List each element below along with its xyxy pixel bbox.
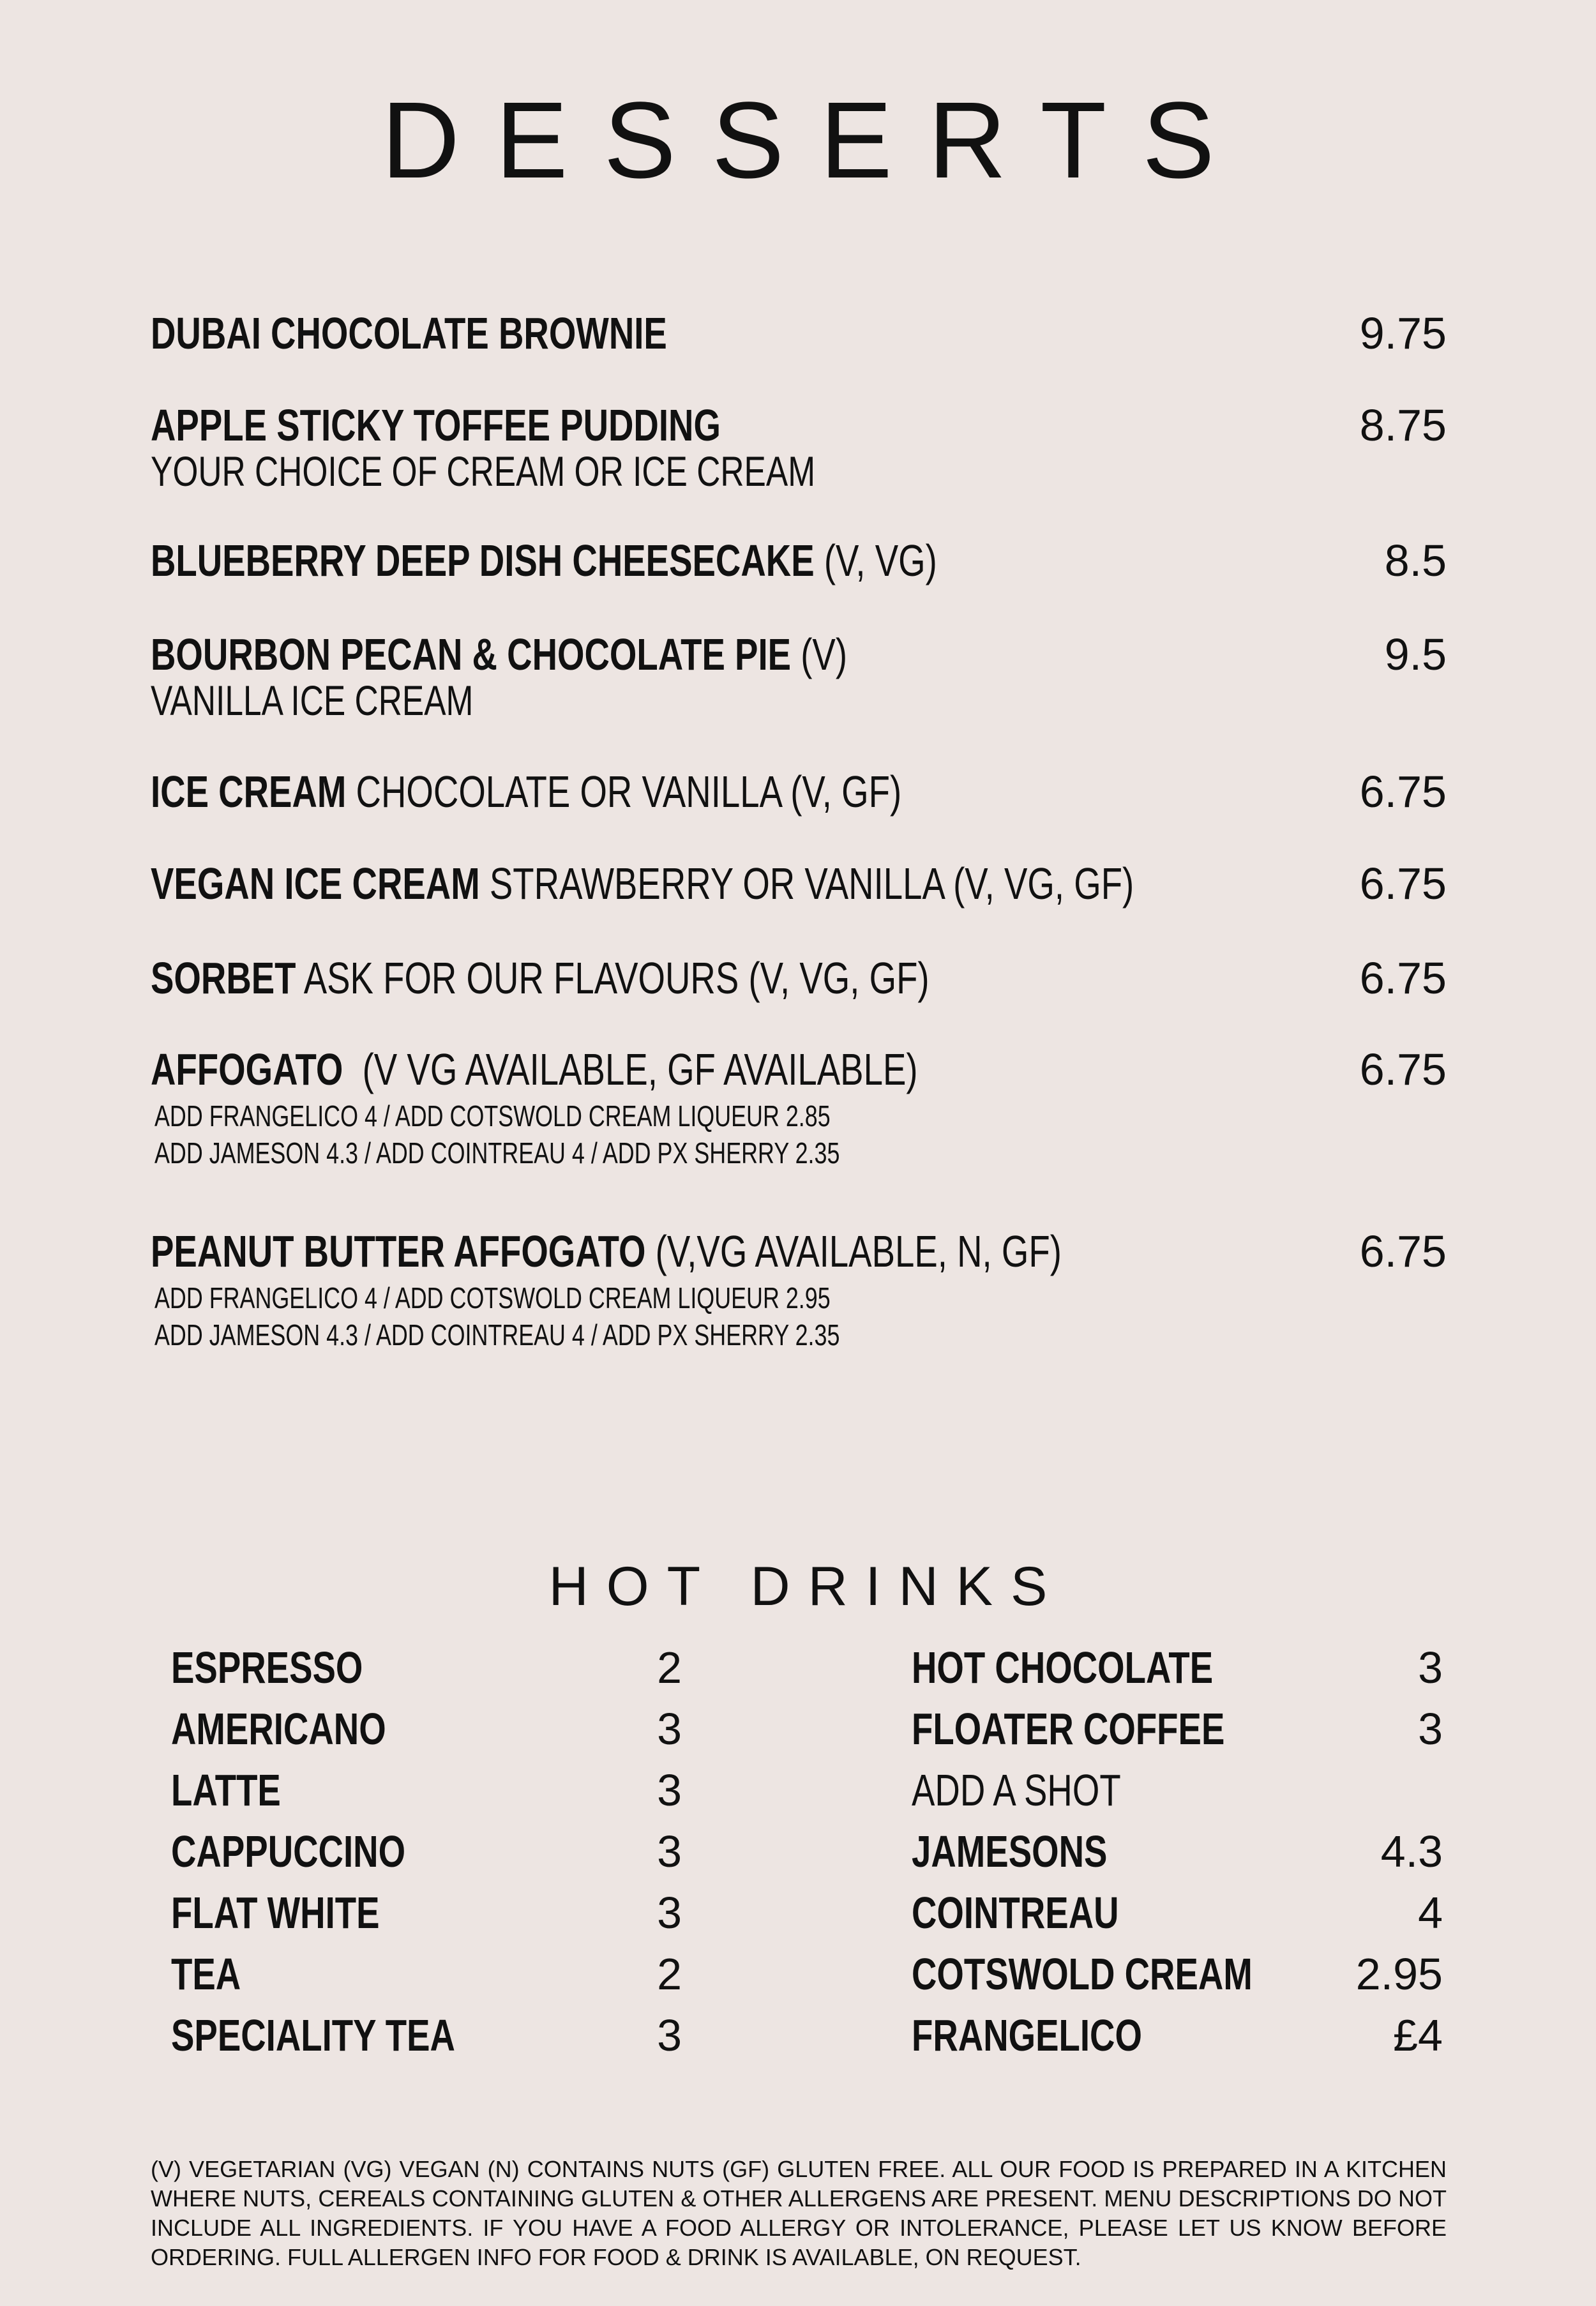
drink-row bbox=[171, 1947, 682, 2008]
drink-name: FLAT WHITE bbox=[171, 1888, 380, 1938]
drink-price: 3 bbox=[657, 1827, 682, 1876]
dessert-line bbox=[151, 398, 721, 452]
drink-price: 4.3 bbox=[1380, 1827, 1443, 1876]
drink-row bbox=[171, 1825, 682, 1886]
allergen-note: (V) VEGETARIAN (VG) VEGAN (N) CONTAINS NUTS (GF) GLUTEN FREE. ALL OUR FOOD IS PREPARED IN A KITCHEN WHERE NUTS, CEREALS CONTAINING GLUTEN & OTHER ALLERGENS ARE PRESENT. MENU DESCRIPTIONS DO NOT INCLUDE ALL INGREDIENTS. IF YOU HAVE A FOOD ALLERGY OR INTOLERANCE, PLEASE LET US KNOW BEFORE ORDERING. FULL ALLERGEN INFO FOR FOOD & DRINK IS AVAILABLE, ON REQUEST. bbox=[151, 2156, 1447, 2270]
drink-price: 4 bbox=[1418, 1888, 1443, 1938]
drink-row bbox=[171, 1641, 682, 1702]
dessert-name: DUBAI CHOCOLATE BROWNIE bbox=[151, 308, 667, 358]
drink-price: 3 bbox=[1418, 1643, 1443, 1692]
hot-drinks-right-column bbox=[912, 1641, 1443, 2070]
drink-name: JAMESONS bbox=[912, 1827, 1108, 1876]
dessert-addon-line: ADD JAMESON 4.3 / ADD COINTREAU 4 / ADD PX SHERRY 2.35 bbox=[154, 1136, 840, 1170]
drink-name: FLOATER COFFEE bbox=[912, 1704, 1225, 1754]
dessert-name: ICE CREAM bbox=[151, 767, 347, 817]
drink-name: CAPPUCCINO bbox=[171, 1827, 406, 1876]
drink-row bbox=[171, 1886, 682, 1947]
dessert-price: 6.75 bbox=[1359, 953, 1447, 1003]
drink-price: 3 bbox=[1418, 1704, 1443, 1754]
dessert-price: 8.5 bbox=[1384, 536, 1447, 585]
dessert-price: 9.5 bbox=[1384, 629, 1447, 679]
dessert-line bbox=[151, 306, 667, 360]
dessert-line bbox=[151, 534, 937, 587]
dessert-dietary-notes: CHOCOLATE OR VANILLA (V, GF) bbox=[356, 767, 902, 817]
drink-price: 3 bbox=[657, 2010, 682, 2060]
dessert-line bbox=[151, 765, 901, 818]
dessert-line bbox=[151, 1043, 918, 1096]
dessert-addon-line: ADD JAMESON 4.3 / ADD COINTREAU 4 / ADD PX SHERRY 2.35 bbox=[154, 1318, 840, 1352]
hot-drinks-left-column bbox=[171, 1641, 682, 2070]
dessert-price: 6.75 bbox=[1359, 859, 1447, 908]
drink-row bbox=[912, 1641, 1443, 1702]
dessert-dietary-notes: STRAWBERRY OR VANILLA (V, VG, GF) bbox=[489, 859, 1134, 908]
dessert-name: AFFOGATO bbox=[151, 1044, 343, 1094]
drink-row bbox=[912, 1947, 1443, 2008]
dessert-line bbox=[151, 951, 930, 1005]
add-a-shot-label: ADD A SHOT bbox=[912, 1765, 1121, 1815]
hot-drinks-heading: HOT DRINKS bbox=[548, 1556, 1065, 1617]
dessert-addon-line: ADD FRANGELICO 4 / ADD COTSWOLD CREAM LIQUEUR 2.85 bbox=[154, 1099, 831, 1133]
drink-row bbox=[171, 1763, 682, 1825]
dessert-dietary-notes: (V) bbox=[801, 629, 848, 679]
dessert-description: YOUR CHOICE OF CREAM OR ICE CREAM bbox=[151, 448, 816, 495]
dessert-dietary-notes: (V,VG AVAILABLE, N, GF) bbox=[655, 1226, 1062, 1276]
drink-name: AMERICANO bbox=[171, 1704, 386, 1754]
drink-row bbox=[171, 2008, 682, 2070]
dessert-description: VANILLA ICE CREAM bbox=[151, 677, 474, 724]
dessert-line bbox=[151, 857, 1134, 910]
dessert-price: 6.75 bbox=[1359, 767, 1447, 817]
drink-price: 3 bbox=[657, 1888, 682, 1938]
drink-price: 3 bbox=[657, 1704, 682, 1754]
drink-name: FRANGELICO bbox=[912, 2010, 1142, 2060]
drink-price: 2 bbox=[657, 1643, 682, 1692]
drink-row bbox=[912, 1825, 1443, 1886]
drink-price: £4 bbox=[1393, 2010, 1443, 2060]
drink-name: HOT CHOCOLATE bbox=[912, 1643, 1214, 1692]
dessert-price: 8.75 bbox=[1359, 400, 1447, 450]
dessert-dietary-notes: (V, VG) bbox=[824, 536, 937, 585]
dessert-addon-line: ADD FRANGELICO 4 / ADD COTSWOLD CREAM LIQUEUR 2.95 bbox=[154, 1281, 831, 1315]
dessert-name: BLUEBERRY DEEP DISH CHEESECAKE bbox=[151, 536, 815, 585]
drink-price: 2 bbox=[657, 1949, 682, 1999]
dessert-price: 6.75 bbox=[1359, 1226, 1447, 1276]
dessert-name: APPLE STICKY TOFFEE PUDDING bbox=[151, 400, 721, 450]
dessert-line bbox=[151, 628, 847, 681]
drink-row bbox=[912, 1763, 1443, 1825]
drink-name: SPECIALITY TEA bbox=[171, 2010, 455, 2060]
dessert-price: 6.75 bbox=[1359, 1044, 1447, 1094]
drink-name: COTSWOLD CREAM bbox=[912, 1949, 1253, 1999]
drink-name: COINTREAU bbox=[912, 1888, 1119, 1938]
dessert-dietary-notes: ASK FOR OUR FLAVOURS (V, VG, GF) bbox=[303, 953, 930, 1003]
drink-row bbox=[912, 1886, 1443, 1947]
dessert-name: BOURBON PECAN & CHOCOLATE PIE bbox=[151, 629, 792, 679]
dessert-name: SORBET bbox=[151, 953, 296, 1003]
drink-name: TEA bbox=[171, 1949, 241, 1999]
drink-price: 2.95 bbox=[1355, 1949, 1443, 1999]
drink-price: 3 bbox=[657, 1765, 682, 1815]
dessert-name: PEANUT BUTTER AFFOGATO bbox=[151, 1226, 646, 1276]
drink-row bbox=[912, 2008, 1443, 2070]
dessert-name: VEGAN ICE CREAM bbox=[151, 859, 480, 908]
drink-row bbox=[912, 1702, 1443, 1763]
dessert-line bbox=[151, 1225, 1062, 1278]
dessert-price: 9.75 bbox=[1359, 308, 1447, 358]
desserts-heading: DESSERTS bbox=[381, 80, 1251, 201]
drink-row bbox=[171, 1702, 682, 1763]
dessert-dietary-notes: (V VG AVAILABLE, GF AVAILABLE) bbox=[352, 1044, 918, 1094]
drink-name: LATTE bbox=[171, 1765, 281, 1815]
drink-name: ESPRESSO bbox=[171, 1643, 363, 1692]
